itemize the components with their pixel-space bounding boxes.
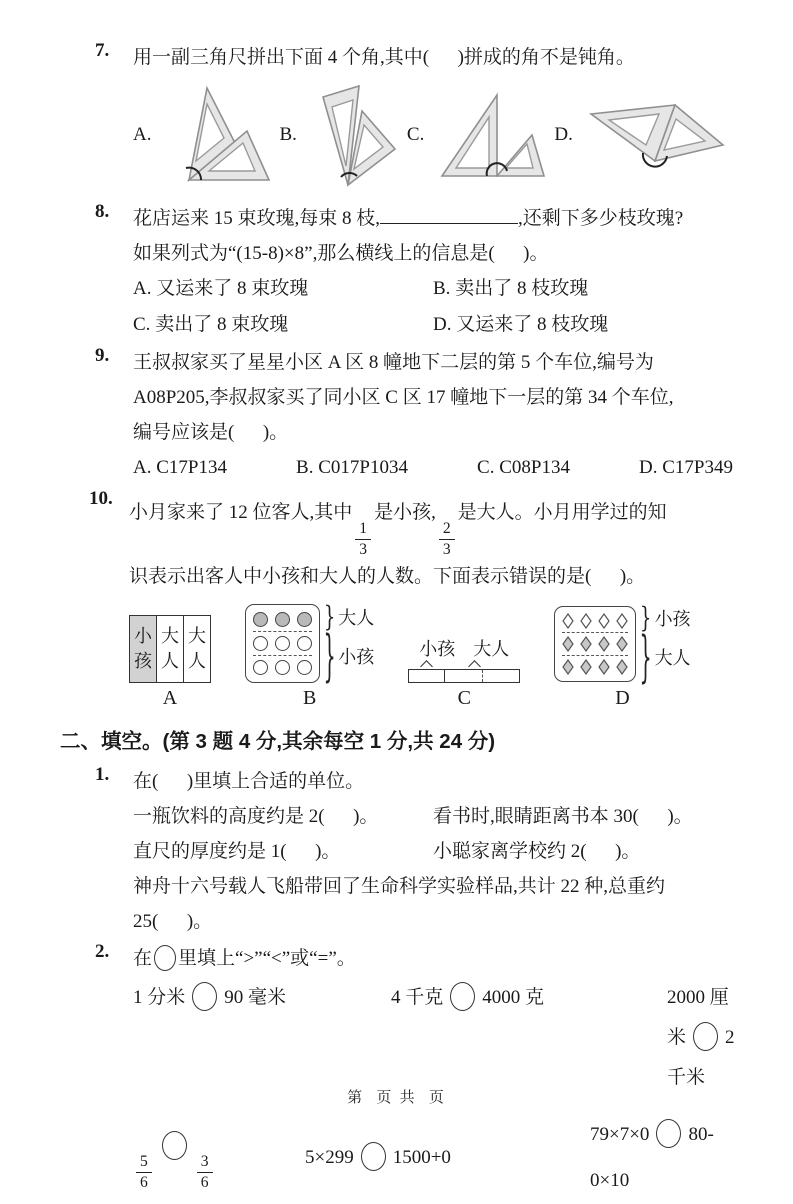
diamond-icon xyxy=(562,636,574,652)
diagram-c-segment-adults-2 xyxy=(483,670,519,682)
question-10-diagrams xyxy=(129,601,738,710)
option-a: A. C17P134 xyxy=(133,457,227,478)
question-9-text-line2: A08P205,李叔叔家买了同小区 C 区 17 幢地下一层的第 34 个车位, xyxy=(133,387,674,408)
question-8-options-row2 xyxy=(133,307,738,343)
s2-q1-row1-left: 一瓶饮料的高度约是 2( )。 xyxy=(133,805,379,827)
question-10-text-post: 是大人。小月用学过的知 xyxy=(457,502,667,523)
brace-icon: } xyxy=(323,623,336,689)
s2-q1-row3: 神舟十六号载人飞船带回了生命科学实验样品,共计 22 种,总重约 xyxy=(133,875,666,897)
page-footer: 第 页 共 页 xyxy=(347,1089,446,1106)
diagram-d-label: D xyxy=(615,686,630,709)
circle-icon xyxy=(275,612,290,627)
option-b-label: B. xyxy=(279,124,297,145)
comparison-6: 79×7×0 80-0×10 xyxy=(590,1112,738,1204)
comparison-2: 4 千克 4000 克 xyxy=(391,978,667,1098)
brace-icon: } xyxy=(639,624,653,689)
diagram-c-adults-label: 大人 xyxy=(473,638,510,659)
question-7 xyxy=(95,40,738,199)
diamond-icon xyxy=(598,636,610,652)
s2-q1-intro: 在( )里填上合适的单位。 xyxy=(133,770,365,792)
diamond-icon xyxy=(580,636,592,652)
section-2-question-2 xyxy=(95,941,738,1204)
s2-q1-row4: 25( )。 xyxy=(133,910,213,932)
comparison-5: 5×299 1500+0 xyxy=(305,1135,590,1181)
diagram-c-bar xyxy=(408,661,520,683)
s2-q2-intro-post: 里填上“>”“<”或“=”。 xyxy=(178,947,356,969)
q10-diagram-b xyxy=(245,601,375,710)
diagram-b-brace-adults: } 大人 xyxy=(323,601,375,634)
brace-icon: } xyxy=(323,601,336,634)
triangle-rulers-figure-a-icon xyxy=(157,85,275,185)
blank-underline xyxy=(380,203,518,224)
question-7-option-c xyxy=(407,87,550,183)
s2-q2-number: 2. xyxy=(95,940,110,962)
diamond-icon xyxy=(562,613,574,629)
option-a-label: A. xyxy=(133,124,152,145)
diagram-a-cell-adult1: 大人 xyxy=(156,616,183,682)
question-10-text-mid: 是小孩, xyxy=(374,502,436,523)
diamond-icon xyxy=(598,659,610,675)
diagram-a-grid xyxy=(129,615,211,683)
comparison-1: 1 分米 90 毫米 xyxy=(133,978,391,1098)
question-7-option-a xyxy=(133,85,275,185)
brace-icon: } xyxy=(640,601,652,634)
option-c-label: C. xyxy=(406,124,425,145)
diagram-c-label: C xyxy=(457,686,471,709)
diagram-d-diamond-grid xyxy=(554,606,636,682)
diagram-d-brace-kids: } 小孩 xyxy=(640,601,691,634)
option-c: C. 卖出了 8 束玫瑰 xyxy=(133,314,289,335)
question-8-text-line2: 如果列式为“(15-8)×8”,那么横线上的信息是( )。 xyxy=(133,243,549,264)
fraction-three-sixths: $\frac{3}{6}$ xyxy=(197,1153,213,1192)
circle-icon xyxy=(253,660,268,675)
diamond-icon xyxy=(616,636,628,652)
question-9-text-line3: 编号应该是( )。 xyxy=(133,422,289,443)
question-10-number: 10. xyxy=(89,488,113,509)
section-2-heading: 二、填空。(第 3 题 4 分,其余每空 1 分,共 24 分) xyxy=(60,729,496,753)
option-c: C. C08P134 xyxy=(477,457,570,478)
option-d-label: D. xyxy=(554,124,573,145)
question-10-text-line2: 识表示出客人中小孩和大人的人数。下面表示错误的是( )。 xyxy=(129,565,646,587)
comparison-circle-icon xyxy=(361,1142,386,1171)
triangle-rulers-figure-d-icon xyxy=(579,99,731,171)
question-7-option-b xyxy=(279,81,402,189)
diamond-icon xyxy=(616,613,628,629)
q10-diagram-d xyxy=(554,601,691,710)
question-8-options-row1 xyxy=(133,271,738,307)
comparison-circle-icon xyxy=(656,1119,681,1148)
q10-diagram-a xyxy=(129,615,211,710)
question-8-number: 8. xyxy=(95,201,110,222)
question-9-number: 9. xyxy=(95,345,110,366)
diamond-icon xyxy=(580,613,592,629)
diagram-a-cell-kids: 小孩 xyxy=(130,616,156,682)
option-a: A. 又运来了 8 束玫瑰 xyxy=(133,278,309,299)
diagram-b-brace-kids: } 小孩 xyxy=(323,623,375,689)
question-7-number: 7. xyxy=(95,40,110,61)
circle-icon xyxy=(253,612,268,627)
question-7-figures xyxy=(133,81,738,189)
s2-q1-number: 1. xyxy=(95,763,110,785)
comparison-circle-icon xyxy=(154,945,176,971)
comparison-4 xyxy=(133,1123,305,1192)
question-10 xyxy=(89,488,738,714)
diagram-b-dot-grid xyxy=(245,604,320,683)
diagram-a-label: A xyxy=(162,686,178,709)
triangle-rulers-figure-c-icon xyxy=(430,87,550,183)
s2-q1-row1-right: 看书时,眼睛距离书本 30( )。 xyxy=(433,805,693,827)
circle-icon xyxy=(275,660,290,675)
diamond-icon xyxy=(562,659,574,675)
circle-icon xyxy=(253,636,268,651)
circle-icon xyxy=(297,636,312,651)
question-9-text-line1: 王叔叔家买了星星小区 A 区 8 幢地下二层的第 5 个车位,编号为 xyxy=(133,352,654,373)
diagram-c-segment-adults-1 xyxy=(445,670,483,682)
diagram-b-label: B xyxy=(302,686,317,709)
comparison-3: 2000 厘米 2 千米 xyxy=(667,986,740,1088)
triangle-rulers-figure-b-icon xyxy=(303,81,403,189)
option-b: B. 卖出了 8 枝玫瑰 xyxy=(433,278,589,299)
circle-icon xyxy=(297,660,312,675)
comparison-circle-icon xyxy=(693,1022,718,1051)
fraction-one-third: $\frac{1}{3}$ xyxy=(355,520,371,559)
s2-q1-row2-left: 直尺的厚度约是 1( )。 xyxy=(133,840,341,862)
fraction-five-sixths: $\frac{5}{6}$ xyxy=(136,1153,152,1192)
question-7-option-d xyxy=(554,99,730,171)
question-9 xyxy=(95,345,738,486)
question-10-text-pre: 小月家来了 12 位客人,其中 xyxy=(129,502,353,523)
comparison-circle-icon xyxy=(192,982,217,1011)
question-8-text-post: ,还剩下多少枝玫瑰? xyxy=(518,208,684,229)
comparison-circle-icon xyxy=(162,1131,187,1160)
fraction-two-thirds: $\frac{2}{3}$ xyxy=(439,520,455,559)
diagram-d-brace-adults: } 大人 xyxy=(639,624,691,689)
option-b: B. C017P1034 xyxy=(296,457,408,478)
diagram-c-kids-label: 小孩 xyxy=(419,638,456,659)
question-9-options xyxy=(133,450,733,486)
q10-diagram-c xyxy=(408,638,520,710)
option-d: D. 又运来了 8 枝玫瑰 xyxy=(433,314,609,335)
diamond-icon xyxy=(616,659,628,675)
option-d: D. C17P349 xyxy=(639,457,733,478)
section-2-question-1 xyxy=(95,764,738,939)
diamond-icon xyxy=(598,613,610,629)
s2-q2-intro-pre: 在 xyxy=(133,947,153,969)
diamond-icon xyxy=(580,659,592,675)
diagram-a-cell-adult2: 大人 xyxy=(183,616,210,682)
question-8 xyxy=(95,201,738,343)
comparison-circle-icon xyxy=(450,982,475,1011)
question-8-text-pre: 花店运来 15 束玫瑰,每束 8 枝, xyxy=(133,208,381,229)
circle-icon xyxy=(297,612,312,627)
circle-icon xyxy=(275,636,290,651)
question-7-text: 用一副三角尺拼出下面 4 个角,其中( )拼成的角不是钝角。 xyxy=(133,47,635,68)
s2-q1-row2-right: 小聪家离学校约 2( )。 xyxy=(433,840,641,862)
